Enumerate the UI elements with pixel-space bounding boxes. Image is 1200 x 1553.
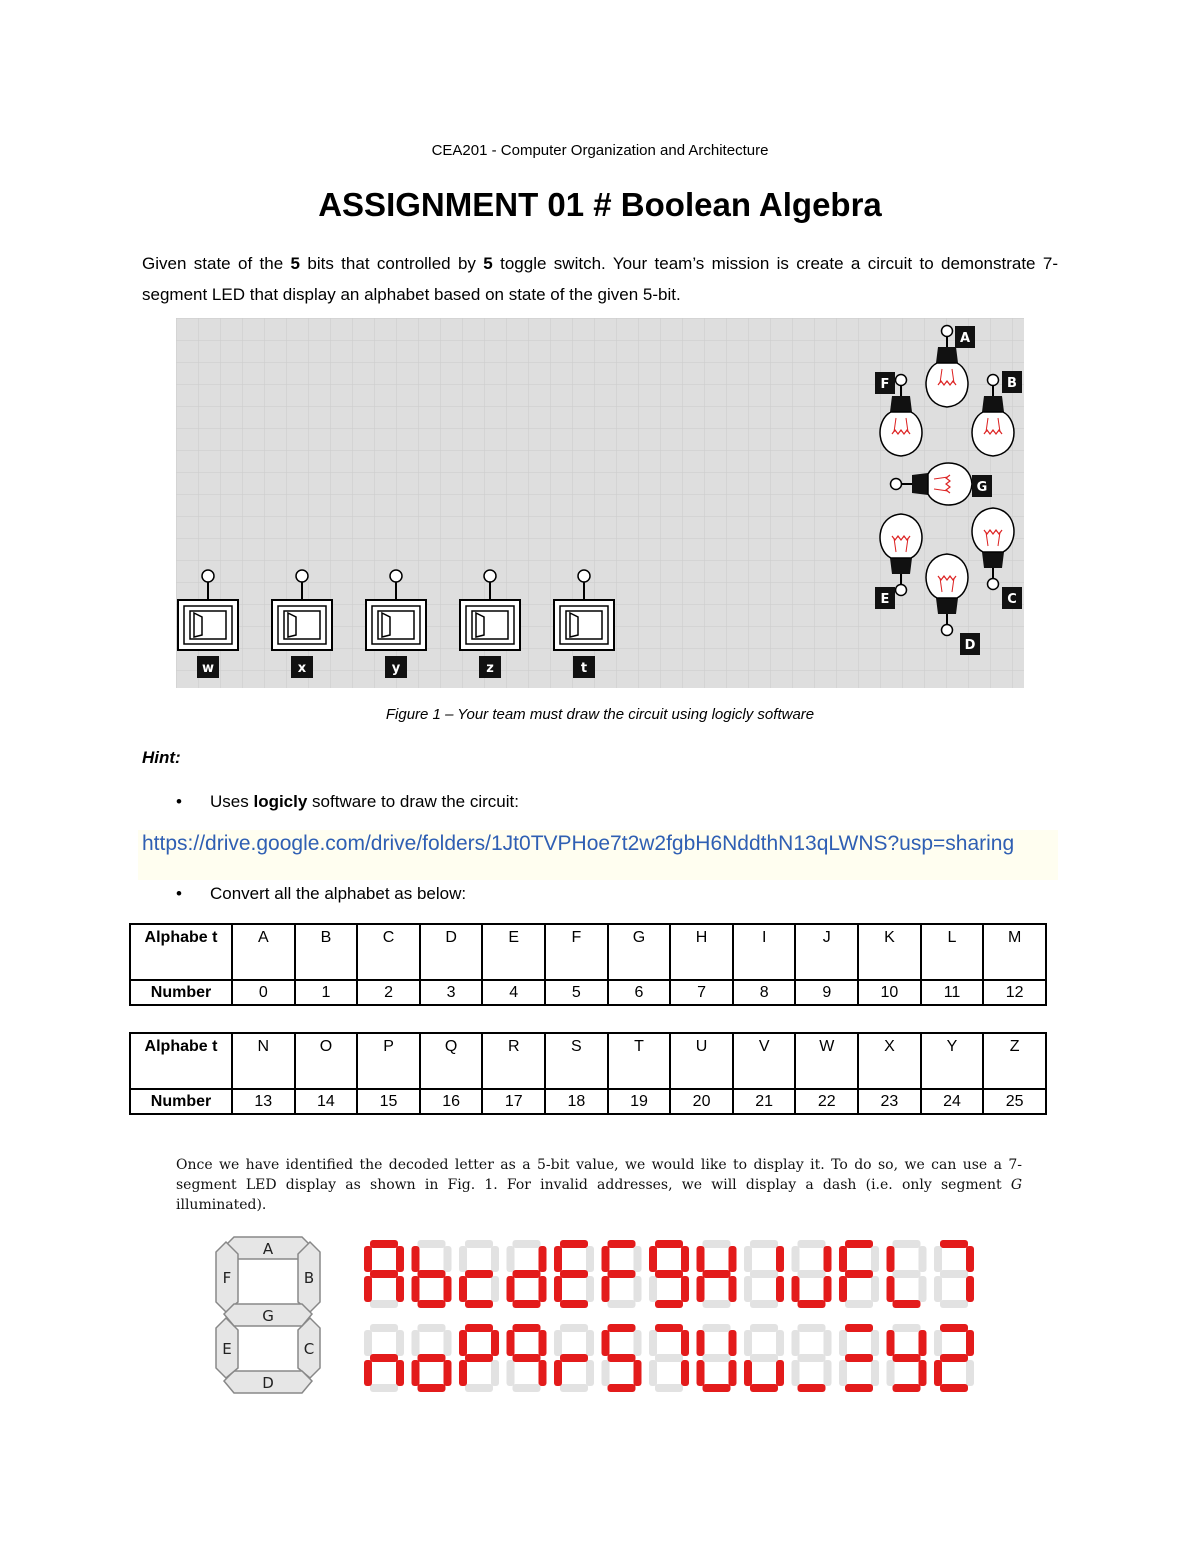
led-segment-g [798, 1270, 826, 1278]
led-digit-t [649, 1324, 689, 1392]
led-digit-n [364, 1324, 404, 1392]
hint-label: Hint: [142, 748, 181, 767]
letter-cell: R [482, 1033, 545, 1089]
led-segment-a [370, 1240, 398, 1248]
led-segment-c [586, 1276, 594, 1302]
led-segment-b [539, 1330, 547, 1356]
led-segment-d [560, 1384, 588, 1392]
led-segment-c [444, 1360, 452, 1386]
led-segment-d [703, 1300, 731, 1308]
led-segment-a [418, 1240, 446, 1248]
letter-cell: T [608, 1033, 671, 1089]
led-segment-b [444, 1246, 452, 1272]
led-segment-b [396, 1330, 404, 1356]
led-segment-f [792, 1246, 800, 1272]
segment-label: G [262, 1307, 274, 1325]
bullet-icon: • [176, 884, 182, 903]
led-segment-g [893, 1270, 921, 1278]
led-digit-h [697, 1240, 737, 1308]
led-segment-e [602, 1276, 610, 1302]
letter-cell: V [733, 1033, 796, 1089]
number-cell: 12 [983, 980, 1046, 1005]
led-segment-f [459, 1330, 467, 1356]
led-segment-d [513, 1300, 541, 1308]
number-cell: 3 [420, 980, 483, 1005]
led-segment-b [491, 1330, 499, 1356]
led-segment-b [586, 1246, 594, 1272]
number-header: Number [130, 980, 232, 1005]
number-cell: 5 [545, 980, 608, 1005]
led-digit-j [792, 1240, 832, 1308]
led-segment-d [655, 1384, 683, 1392]
led-digit-a [364, 1240, 404, 1308]
segment-label: B [1007, 376, 1017, 391]
bullet-item: • Convert all the alphabet as below: [176, 884, 467, 903]
led-segment-a [893, 1240, 921, 1248]
letter-cell: L [921, 924, 984, 980]
led-segment-d [940, 1384, 968, 1392]
led-digit-c [459, 1240, 499, 1308]
led-segment-d [798, 1384, 826, 1392]
led-segment-e [839, 1276, 847, 1302]
led-segment-b [681, 1330, 689, 1356]
led-segment-f [697, 1330, 705, 1356]
led-segment-f [602, 1246, 610, 1272]
led-segment-g [513, 1354, 541, 1362]
led-segment-f [554, 1330, 562, 1356]
led-segment-a [608, 1324, 636, 1332]
led-digit-x [839, 1324, 879, 1392]
led-segment-a [608, 1240, 636, 1248]
letter-cell: D [420, 924, 483, 980]
letter-cell: E [482, 924, 545, 980]
led-segment-d [418, 1384, 446, 1392]
led-segment-a [940, 1240, 968, 1248]
led-segment-f [697, 1246, 705, 1272]
drive-link[interactable]: https://drive.google.com/drive/folders/1Jt0TVPHoe7t2w2fgbH6NddthN13qLWNS?usp=sharing [142, 832, 1015, 855]
led-digit-g [649, 1240, 689, 1308]
led-segment-f [839, 1246, 847, 1272]
led-segment-g [940, 1270, 968, 1278]
led-segment-b [491, 1246, 499, 1272]
alphabet-header: Alphabe t [130, 1033, 232, 1089]
led-segment-c [824, 1276, 832, 1302]
led-segment-c [681, 1276, 689, 1302]
led-segment-g [370, 1354, 398, 1362]
led-segment-b [871, 1330, 879, 1356]
segment-label: C [303, 1340, 315, 1358]
led-segment-a [798, 1240, 826, 1248]
led-segment-d [560, 1300, 588, 1308]
course-title: CEA201 - Computer Organization and Architecture [431, 142, 769, 159]
led-digit-l [887, 1240, 927, 1308]
number-cell: 8 [733, 980, 796, 1005]
led-segment-g [703, 1354, 731, 1362]
led-segment-d [798, 1300, 826, 1308]
letter-cell: S [545, 1033, 608, 1089]
led-segment-c [539, 1276, 547, 1302]
led-segment-c [871, 1276, 879, 1302]
led-segment-e [554, 1360, 562, 1386]
led-segment-c [776, 1276, 784, 1302]
led-segment-e [697, 1360, 705, 1386]
led-segment-g [418, 1270, 446, 1278]
intro-paragraph: Given state of the 5 bits that controlled by 5 toggle switch. Your team’s mission is create a circuit to demonstrate 7-segment LED that display an alphabet based on state of the given 5-bit. [142, 254, 1058, 304]
led-segment-e [602, 1360, 610, 1386]
led-segment-d [845, 1300, 873, 1308]
number-cell: 11 [921, 980, 984, 1005]
led-segment-g [560, 1270, 588, 1278]
led-segment-f [364, 1246, 372, 1272]
switch-label: w [201, 661, 215, 676]
led-segment-b [824, 1330, 832, 1356]
number-cell: 6 [608, 980, 671, 1005]
led-segment-g [465, 1270, 493, 1278]
led-segment-b [776, 1330, 784, 1356]
led-segment-f [602, 1330, 610, 1356]
led-segment-a [513, 1324, 541, 1332]
display-description: Once we have identified the decoded letter as a 5-bit value, we would like to display it. To do so, we can use a 7-segment LED display as shown in Fig. 1. For invalid addresses, we will display a dash (i.e. only segment G illuminated). [176, 1157, 1022, 1213]
switch-label: t [580, 661, 588, 676]
led-segment-c [871, 1360, 879, 1386]
led-segment-b [919, 1246, 927, 1272]
led-segment-b [539, 1246, 547, 1272]
led-segment-f [649, 1330, 657, 1356]
led-segment-b [729, 1330, 737, 1356]
led-segment-f [934, 1330, 942, 1356]
number-cell: 20 [670, 1089, 733, 1114]
segment-label: A [262, 1240, 274, 1258]
page-title: ASSIGNMENT 01 # Boolean Algebra [318, 186, 882, 223]
led-segment-d [608, 1384, 636, 1392]
segment-label: D [262, 1374, 274, 1392]
led-segment-a [703, 1324, 731, 1332]
led-segment-a [798, 1324, 826, 1332]
led-segment-b [824, 1246, 832, 1272]
led-segment-d [750, 1384, 778, 1392]
led-segment-f [839, 1330, 847, 1356]
led-segment-g [845, 1270, 873, 1278]
led-segment-b [396, 1246, 404, 1272]
led-segment-f [507, 1246, 515, 1272]
number-cell: 24 [921, 1089, 984, 1114]
led-segment-a [655, 1240, 683, 1248]
led-segment-a [893, 1324, 921, 1332]
switch-label: x [297, 661, 307, 676]
led-segment-e [364, 1276, 372, 1302]
number-cell: 16 [420, 1089, 483, 1114]
led-segment-d [608, 1300, 636, 1308]
led-segment-a [370, 1324, 398, 1332]
led-digit-o [412, 1324, 452, 1392]
led-segment-f [412, 1246, 420, 1272]
led-segment-a [513, 1240, 541, 1248]
number-cell: 0 [232, 980, 295, 1005]
led-digit-u [697, 1324, 737, 1392]
led-segment-d [465, 1384, 493, 1392]
led-segment-f [887, 1246, 895, 1272]
bullet-item: • Uses logicly software to draw the circuit: [176, 792, 519, 811]
led-digit-i [744, 1240, 784, 1308]
led-segment-a [845, 1324, 873, 1332]
letter-cell: O [295, 1033, 358, 1089]
led-segment-b [444, 1330, 452, 1356]
number-cell: 14 [295, 1089, 358, 1114]
led-segment-g [655, 1270, 683, 1278]
led-segment-c [919, 1360, 927, 1386]
led-segment-g [893, 1354, 921, 1362]
led-segment-a [560, 1240, 588, 1248]
led-segment-g [750, 1354, 778, 1362]
led-segment-c [776, 1360, 784, 1386]
segment-label: E [880, 592, 890, 607]
led-digit-s [602, 1324, 642, 1392]
led-segment-c [539, 1360, 547, 1386]
segment-label: C [1007, 592, 1017, 607]
led-segment-f [792, 1330, 800, 1356]
letter-cell: F [545, 924, 608, 980]
led-segment-g [655, 1354, 683, 1362]
led-segment-f [744, 1330, 752, 1356]
led-segment-a [940, 1324, 968, 1332]
led-digit-v [744, 1324, 784, 1392]
led-segment-a [560, 1324, 588, 1332]
led-segment-f [364, 1330, 372, 1356]
letter-cell: A [232, 924, 295, 980]
led-segment-c [586, 1360, 594, 1386]
led-segment-f [507, 1330, 515, 1356]
led-segment-c [681, 1360, 689, 1386]
led-segment-e [649, 1276, 657, 1302]
led-segment-c [919, 1276, 927, 1302]
led-segment-e [934, 1360, 942, 1386]
led-segment-a [418, 1324, 446, 1332]
led-segment-d [370, 1300, 398, 1308]
led-segment-a [465, 1240, 493, 1248]
number-cell: 2 [357, 980, 420, 1005]
number-cell: 18 [545, 1089, 608, 1114]
led-segment-e [887, 1276, 895, 1302]
alphabet-table-2 [129, 1032, 1047, 1115]
segment-label: B [303, 1269, 315, 1287]
led-segment-e [649, 1360, 657, 1386]
led-segment-a [845, 1240, 873, 1248]
letter-cell: X [858, 1033, 921, 1089]
alphabet-header: Alphabe t [130, 924, 232, 980]
led-segment-g [845, 1354, 873, 1362]
led-segment-c [396, 1276, 404, 1302]
segment-label: E [222, 1340, 232, 1358]
letter-cell: Q [420, 1033, 483, 1089]
number-cell: 1 [295, 980, 358, 1005]
number-cell: 7 [670, 980, 733, 1005]
led-segment-e [412, 1276, 420, 1302]
led-segment-a [655, 1324, 683, 1332]
led-segment-d [893, 1300, 921, 1308]
led-segment-f [649, 1246, 657, 1272]
number-cell: 25 [983, 1089, 1046, 1114]
seven-segment-alphabet [356, 1232, 980, 1398]
led-segment-g [703, 1270, 731, 1278]
led-digit-b [412, 1240, 452, 1308]
letter-cell: C [357, 924, 420, 980]
led-segment-g [513, 1270, 541, 1278]
led-segment-d [655, 1300, 683, 1308]
led-digit-y [887, 1324, 927, 1392]
letter-cell: Z [983, 1033, 1046, 1089]
led-segment-b [919, 1330, 927, 1356]
led-segment-e [839, 1360, 847, 1386]
switch-label: y [391, 661, 401, 676]
led-segment-a [750, 1324, 778, 1332]
letter-cell: U [670, 1033, 733, 1089]
letter-cell: K [858, 924, 921, 980]
letter-cell: Y [921, 1033, 984, 1089]
led-segment-f [887, 1330, 895, 1356]
led-segment-e [744, 1360, 752, 1386]
led-segment-e [887, 1360, 895, 1386]
number-cell: 9 [795, 980, 858, 1005]
led-segment-e [744, 1276, 752, 1302]
led-segment-c [634, 1276, 642, 1302]
led-segment-d [893, 1384, 921, 1392]
led-segment-d [513, 1384, 541, 1392]
led-digit-q [507, 1324, 547, 1392]
led-segment-c [729, 1360, 737, 1386]
led-segment-g [750, 1270, 778, 1278]
led-segment-f [934, 1246, 942, 1272]
led-segment-e [554, 1276, 562, 1302]
led-segment-e [507, 1360, 515, 1386]
led-segment-f [412, 1330, 420, 1356]
led-segment-a [703, 1240, 731, 1248]
led-digit-m [934, 1240, 974, 1308]
led-segment-d [465, 1300, 493, 1308]
led-segment-b [634, 1330, 642, 1356]
led-segment-e [792, 1360, 800, 1386]
led-digit-w [792, 1324, 832, 1392]
number-cell: 21 [733, 1089, 796, 1114]
led-digit-d [507, 1240, 547, 1308]
led-segment-c [824, 1360, 832, 1386]
led-segment-g [465, 1354, 493, 1362]
led-segment-e [412, 1360, 420, 1386]
number-cell: 17 [482, 1089, 545, 1114]
segment-label: F [222, 1269, 232, 1287]
led-segment-e [507, 1276, 515, 1302]
led-segment-e [459, 1360, 467, 1386]
number-cell: 22 [795, 1089, 858, 1114]
led-segment-c [634, 1360, 642, 1386]
led-digit-r [554, 1324, 594, 1392]
letter-cell: P [357, 1033, 420, 1089]
led-segment-b [729, 1246, 737, 1272]
number-cell: 4 [482, 980, 545, 1005]
led-segment-d [940, 1300, 968, 1308]
led-segment-d [370, 1384, 398, 1392]
led-segment-g [940, 1354, 968, 1362]
led-segment-e [364, 1360, 372, 1386]
letter-cell: H [670, 924, 733, 980]
number-cell: 13 [232, 1089, 295, 1114]
segment-label: F [880, 377, 890, 392]
led-segment-c [729, 1276, 737, 1302]
letter-cell: J [795, 924, 858, 980]
led-segment-b [776, 1246, 784, 1272]
led-segment-g [608, 1270, 636, 1278]
led-segment-c [396, 1360, 404, 1386]
led-segment-d [418, 1300, 446, 1308]
led-segment-c [491, 1360, 499, 1386]
led-segment-b [586, 1330, 594, 1356]
led-digit-p [459, 1324, 499, 1392]
alphabet-table-1 [129, 923, 1047, 1006]
led-segment-b [966, 1330, 974, 1356]
led-digit-z [934, 1324, 974, 1392]
number-header: Number [130, 1089, 232, 1114]
led-segment-e [459, 1276, 467, 1302]
led-segment-c [966, 1276, 974, 1302]
letter-cell: B [295, 924, 358, 980]
led-segment-b [966, 1246, 974, 1272]
led-segment-e [792, 1276, 800, 1302]
led-segment-g [370, 1270, 398, 1278]
led-segment-e [697, 1276, 705, 1302]
led-segment-c [966, 1360, 974, 1386]
letter-cell: N [232, 1033, 295, 1089]
led-segment-d [703, 1384, 731, 1392]
led-segment-a [750, 1240, 778, 1248]
led-segment-d [750, 1300, 778, 1308]
segment-label: D [964, 638, 976, 653]
led-segment-c [444, 1276, 452, 1302]
letter-cell: I [733, 924, 796, 980]
bullet-icon: • [176, 792, 182, 811]
led-segment-b [871, 1246, 879, 1272]
number-cell: 15 [357, 1089, 420, 1114]
letter-cell: M [983, 924, 1046, 980]
led-digit-f [602, 1240, 642, 1308]
led-segment-a [465, 1324, 493, 1332]
number-cell: 19 [608, 1089, 671, 1114]
led-segment-g [560, 1354, 588, 1362]
segment-label: G [976, 480, 988, 495]
figure-caption: Figure 1 – Your team must draw the circuit using logicly software [385, 706, 815, 723]
led-segment-b [681, 1246, 689, 1272]
led-segment-f [554, 1246, 562, 1272]
letter-cell: W [795, 1033, 858, 1089]
seven-segment-diagram [212, 1232, 324, 1398]
led-digit-e [554, 1240, 594, 1308]
segment-label: A [959, 331, 971, 346]
number-cell: 10 [858, 980, 921, 1005]
led-segment-c [491, 1276, 499, 1302]
led-segment-b [634, 1246, 642, 1272]
led-segment-f [459, 1246, 467, 1272]
letter-cell: G [608, 924, 671, 980]
number-cell: 23 [858, 1089, 921, 1114]
led-segment-f [744, 1246, 752, 1272]
led-segment-d [845, 1384, 873, 1392]
led-segment-g [418, 1354, 446, 1362]
switch-label: z [486, 661, 494, 676]
led-segment-e [934, 1276, 942, 1302]
led-segment-g [608, 1354, 636, 1362]
led-segment-g [798, 1354, 826, 1362]
led-digit-k [839, 1240, 879, 1308]
logicly-circuit-figure [176, 318, 1024, 688]
